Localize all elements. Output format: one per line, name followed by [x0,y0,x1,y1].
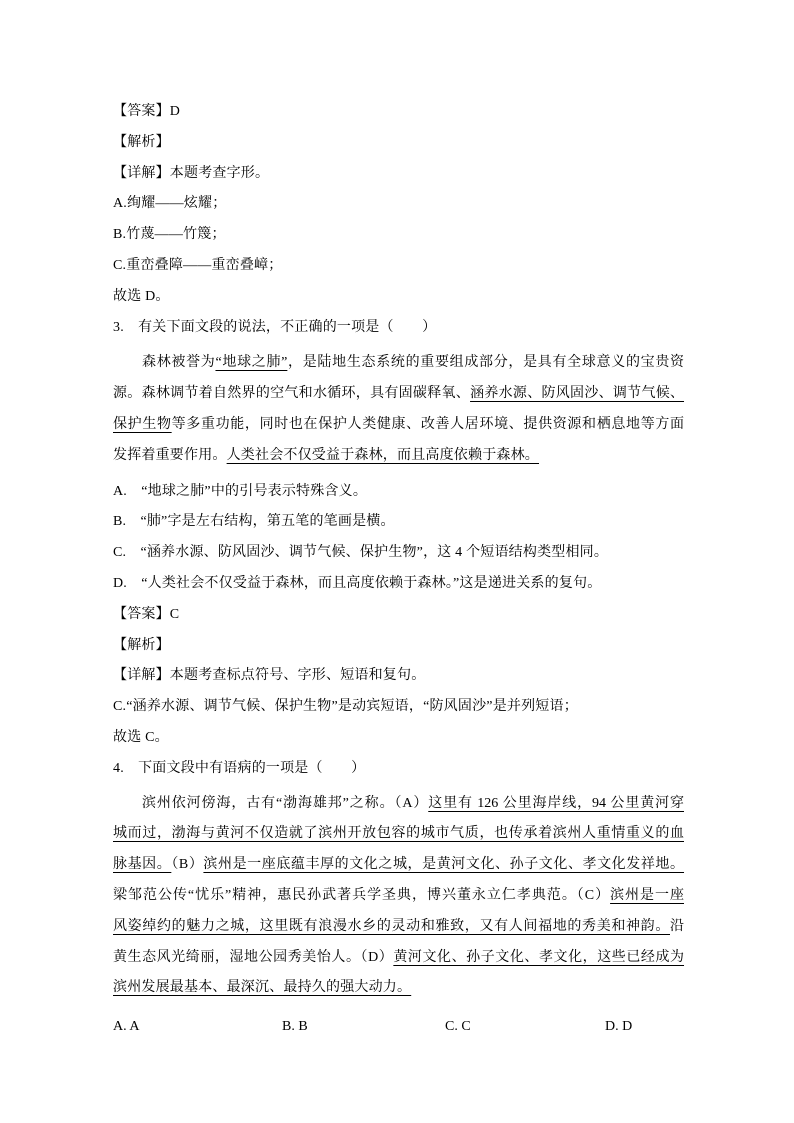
answer-label: 【答案】C [113,606,180,622]
conclusion-text: 故选 C。 [113,729,169,745]
option-a: A. A [113,1019,140,1035]
plain-text: 源。森林调节着自然界的空气和水循环，具有固碳释氧、 [113,386,471,402]
passage-line [113,348,684,379]
plain-text: ，是陆地生态系统的重要组成部分，是具有全球意义的宝贵资 [287,355,685,371]
underlined-text: 风姿绰约的魅力之城，这里既有浪漫水乡的灵动和雅致，又有人间福地的秀美和神韵。 [113,918,670,934]
detail-explanation: 【详解】本题考查字形。 [113,165,270,181]
plain-text: 森林被誉为 [142,355,216,371]
text-line: A.绚耀——炫耀； [113,196,227,212]
underlined-text: 人类社会不仅受益于森林，而且高度依赖于森林。 [226,447,540,463]
question-4-block [113,754,684,1043]
answer-block-question-2 [113,97,684,313]
option-c-explanation: C.“涵养水源、调节气候、保护生物”是动宾短语，“防风固沙”是并列短语； [113,699,578,715]
plain-text: 发挥着重要作用。 [113,447,227,463]
answer-label: 【答案】D [113,104,181,119]
question-3-block [113,313,684,754]
plain-text: 滨州依河傍海，古有“渤海雄邦”之称。（A） [142,795,429,811]
question-3-title: 3. 有关下面文段的说法，不正确的一项是（ ） [113,319,437,335]
underlined-text: 保护生物 [113,416,172,432]
passage-line [113,943,684,974]
correction-list [113,189,684,312]
text-line: D. “人类社会不仅受益于森林，而且高度依赖于森林。”这是递进关系的复句。 [113,575,602,591]
passage-line [113,819,684,850]
underlined-text: 滨州是一座 [610,887,684,903]
option-c: C. C [445,1019,471,1035]
analysis-label: 【解析】 [113,134,170,150]
underlined-text: 滨州发展最基本、最深沉、最持久的强大动力。 [113,980,412,996]
question-3-options [113,477,684,600]
plain-text: 黄生态风光绮丽，湿地公园秀美怡人。（D） [113,949,394,965]
detail-explanation: 【详解】本题考查标点符号、字形、短语和复句。 [113,668,426,684]
passage-line [113,789,684,820]
analysis-label: 【解析】 [113,637,170,653]
underlined-text: 滨州是一座底蕴丰厚的文化之城，是黄河文化、孙子文化、孝文化发祥地。 [203,857,685,873]
plain-text: 梁邹范公传“忧乐”精神，惠民孙武著兵学圣典，博兴董永立仁孝典范。（C） [113,887,611,903]
question-3-passage [113,348,684,471]
question-4-title: 4. 下面文段中有语病的一项是（ ） [113,760,366,776]
underlined-text: 黄河文化、孙子文化、孝文化，这些已经成为 [393,949,685,965]
passage-line [113,850,684,881]
underlined-text: 这里有 126 公里海岸线，94 公里黄河穿 [428,795,684,811]
plain-text: 等多重功能，同时也在保护人类健康、改善人居环境、提供资源和栖息地等方面 [171,416,685,432]
text-line: C. “涵养水源、防风固沙、调节气候、保护生物”，这 4 个短语结构类型相同。 [113,545,609,561]
option-b: B. B [282,1019,308,1035]
passage-line [113,881,684,912]
text-line: 故选 D。 [113,288,170,304]
passage-line [113,379,684,410]
passage-line [113,973,684,1004]
text-line: B. “肺”字是左右结构，第五笔的笔画是横。 [113,514,395,530]
passage-line [113,410,684,441]
underlined-text: 脉基因。 [113,857,172,873]
plain-text: 沿 [670,918,684,934]
passage-line [113,912,684,943]
plain-text: （B） [171,857,204,873]
underlined-text: 涵养水源、防风固沙、调节气候、 [470,386,685,402]
text-line: B.竹蔑——竹篾； [113,227,226,243]
option-d: D. D [605,1019,633,1035]
question-4-passage [113,789,684,1005]
text-line: A. “地球之肺”中的引号表示特殊含义。 [113,483,368,499]
question-4-options-row [113,1012,684,1043]
underlined-text: 城而过，渤海与黄河不仅造就了滨州开放包容的城市气质，也传承着滨州人重情重义的血 [113,826,684,842]
underlined-text: “地球之肺” [215,355,288,371]
text-line: C.重峦叠障——重峦叠嶂； [113,257,283,273]
passage-line [113,441,684,472]
